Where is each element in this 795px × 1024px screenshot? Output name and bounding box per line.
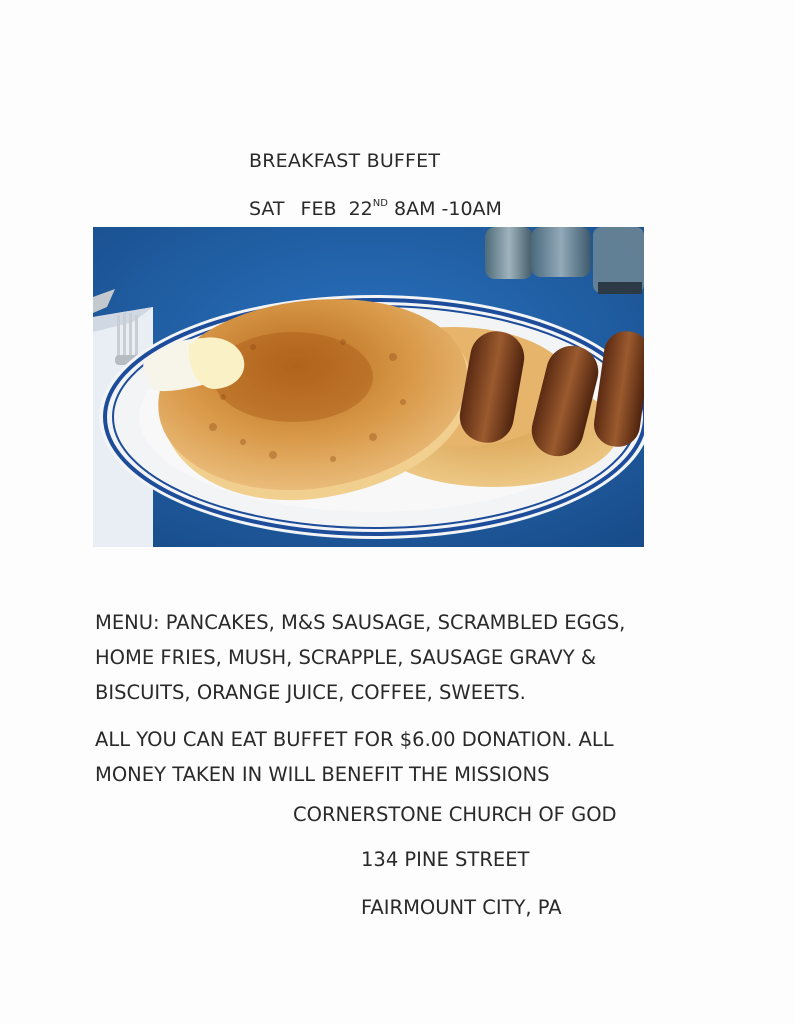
event-date-time xyxy=(249,198,502,220)
menu-list: MENU: PANCAKES, M&S SAUSAGE, SCRAMBLED EGGS, HOME FRIES, MUSH, SCRAPPLE, SAUSAGE GRAVY & BISCUITS, ORANGE JUICE, COFFEE, SWEETS. xyxy=(95,611,626,704)
event-month: FEB xyxy=(300,198,337,220)
pancake-breakfast-photo xyxy=(93,227,644,547)
street-address: 134 PINE STREET xyxy=(361,848,530,871)
event-time: 8AM -10AM xyxy=(393,198,502,220)
buffet-donation-note: ALL YOU CAN EAT BUFFET FOR $6.00 DONATION. ALL MONEY TAKEN IN WILL BENEFIT THE MISSIONS xyxy=(95,728,614,786)
event-day-ordinal: ND xyxy=(372,198,388,209)
church-name: CORNERSTONE CHURCH OF GOD xyxy=(293,803,617,826)
pancake-plate-illustration xyxy=(93,227,644,547)
city-state: FAIRMOUNT CITY, PA xyxy=(361,896,562,919)
event-day: SAT xyxy=(249,198,285,220)
event-day-number: 22 xyxy=(348,198,373,220)
flyer-title: BREAKFAST BUFFET xyxy=(249,150,441,172)
